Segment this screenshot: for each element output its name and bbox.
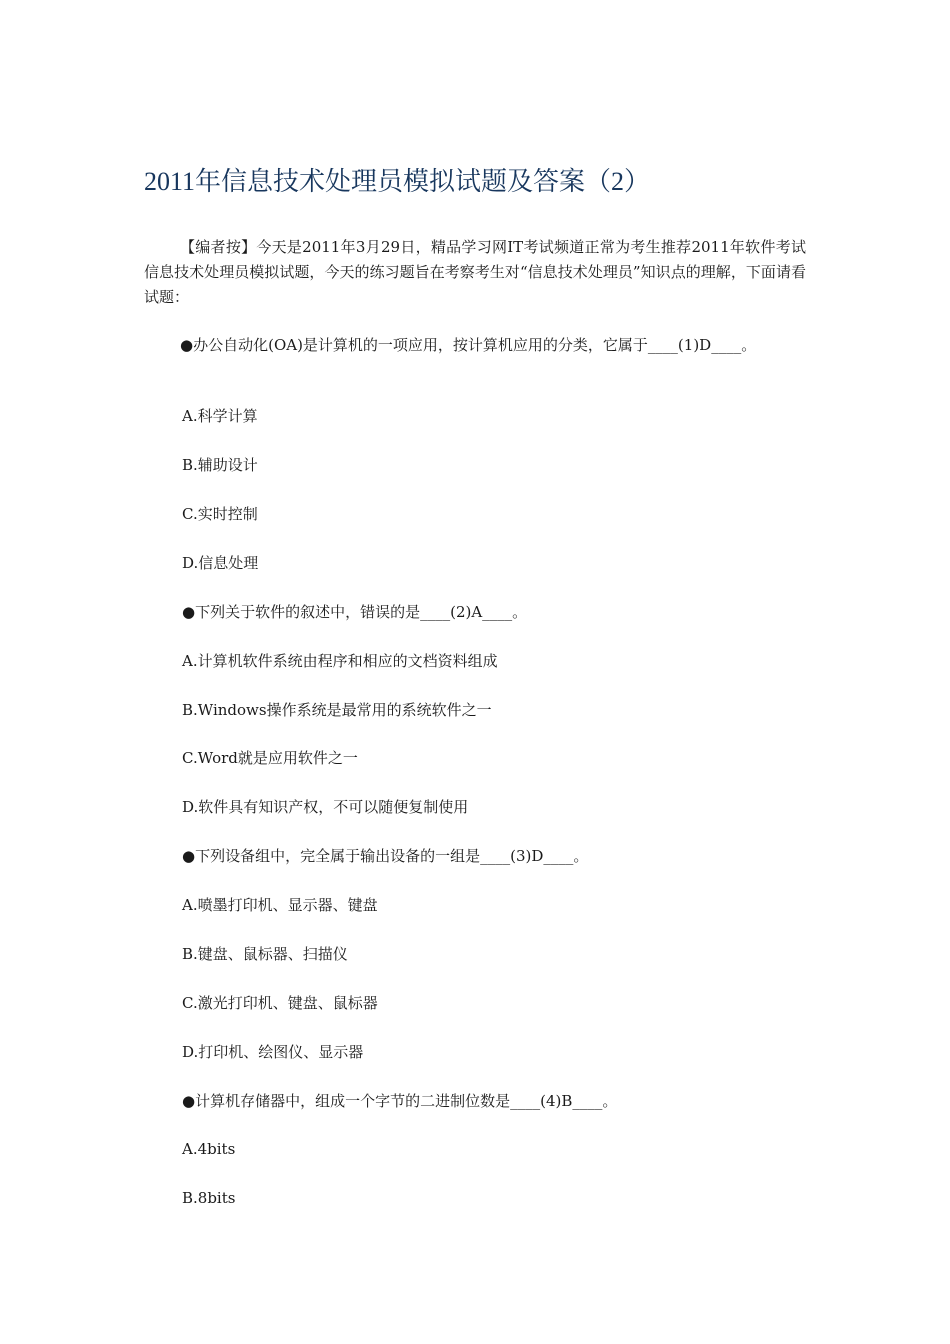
question-4-option-a: A.4bits [182,1140,236,1158]
question-2-option-d: D.软件具有知识产权，不可以随便复制使用 [182,798,469,816]
question-2-option-c: C.Word就是应用软件之一 [182,749,358,767]
page-title: 2011年信息技术处理员模拟试题及答案（2） [144,167,651,196]
question-4-option-b: B.8bits [182,1189,236,1207]
question-3-option-a: A.喷墨打印机、显示器、键盘 [182,896,378,914]
question-1-stem: ●办公自动化(OA)是计算机的一项应用，按计算机应用的分类，它属于____(1)D____。 [180,336,757,354]
question-2-stem: ●下列关于软件的叙述中，错误的是____(2)A____。 [182,603,528,621]
question-4-stem: ●计算机存储器中，组成一个字节的二进制位数是____(4)B____。 [182,1092,618,1110]
question-1-option-d: D.信息处理 [182,554,259,572]
question-2-option-b: B.Windows操作系统是最常用的系统软件之一 [182,701,492,719]
question-3-option-d: D.打印机、绘图仪、显示器 [182,1043,364,1061]
question-3-option-c: C.激光打印机、键盘、鼠标器 [182,994,378,1012]
question-1-option-c: C.实时控制 [182,505,258,523]
question-3-option-b: B.键盘、鼠标器、扫描仪 [182,945,348,963]
question-2-option-a: A.计算机软件系统由程序和相应的文档资料组成 [182,652,498,670]
editor-note-paragraph: 【编者按】今天是2011年3月29日，精品学习网IT考试频道正常为考生推荐2011年软件考试信息技术处理员模拟试题，今天的练习题旨在考察考生对“信息技术处理员”知识点的理解，下面请看试题： [144,238,806,306]
question-3-stem: ●下列设备组中，完全属于输出设备的一组是____(3)D____。 [182,847,589,865]
question-1-option-a: A.科学计算 [182,407,258,425]
question-1-option-b: B.辅助设计 [182,456,258,474]
